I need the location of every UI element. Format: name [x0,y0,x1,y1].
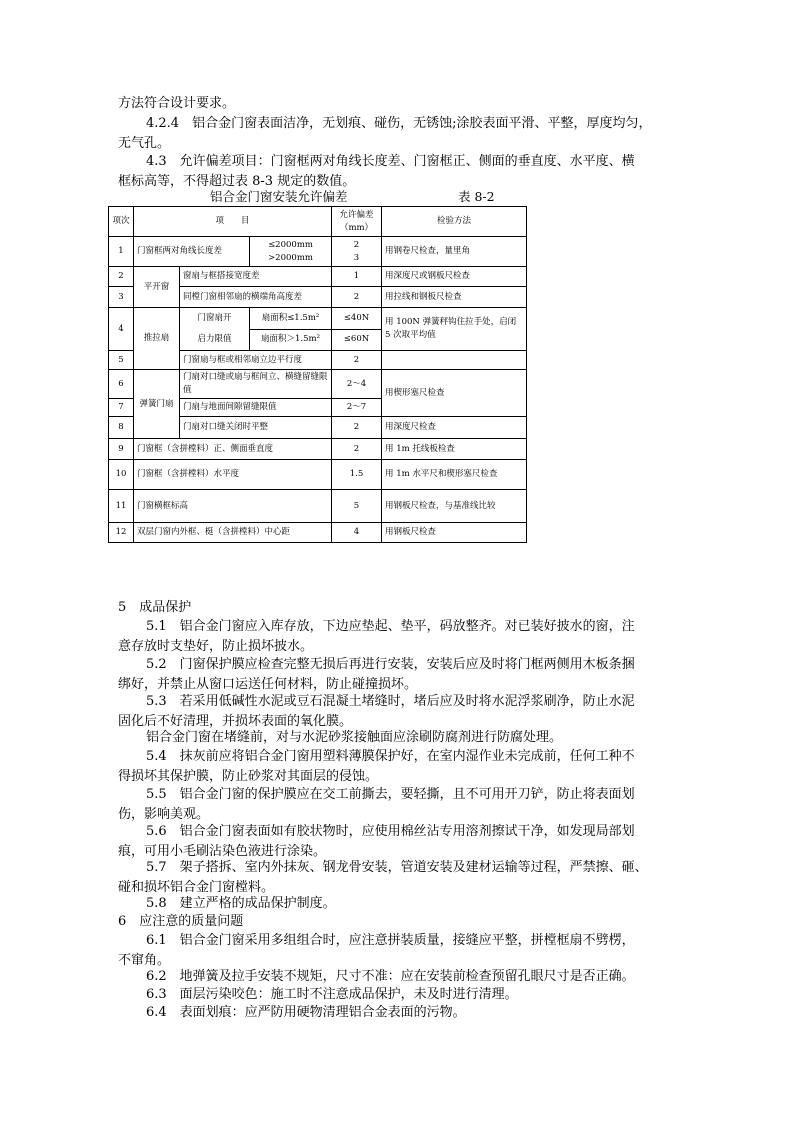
cell-tol: 5 [332,490,382,523]
paragraph-5-2 [118,655,688,695]
cell-tol: 2 [332,351,382,370]
cell-sub: 扇面积≤1.5m² [250,308,332,330]
text-line: 5 成品保护 [118,600,192,615]
paragraph-4-2-4 [118,114,688,154]
cell-tol: 4 [332,523,382,543]
paragraph-6-1 [118,931,688,971]
cell-tol: 2 [332,439,382,460]
text-line: 得损坏其保护膜，防止砂浆对其面层的侵蚀。 [118,769,379,784]
text-line: 6.4 表面划痕：应严防用硬物清理铝合金表面的污物。 [146,1005,466,1020]
text-line: 4.2.4 铝合金门窗表面洁净，无划痕、碰伤，无锈蚀;涂胶表面平滑、平整，厚度均匀， [146,116,652,131]
section-heading-6 [118,912,688,932]
cell-no: 5 [109,351,134,370]
cell-no: 9 [109,439,134,460]
table-title: 铝合金门窗安装允许偏差 [210,189,348,204]
cell-method: 用 1m 托线板检查 [382,439,527,460]
paragraph-5-1 [118,617,688,657]
table-header-row [109,207,527,237]
text-line: 方法符合设计要求。 [118,96,236,111]
cell-tol: ≤40N [332,308,382,330]
cell-method: 用深度尺检查 [382,417,527,439]
cell-no: 11 [109,490,134,523]
cell-method: 用钢板尺检查 [382,523,527,543]
table-row [109,490,527,523]
cell-tol: 2～7 [332,399,382,417]
text-line: 6 应注意的质量问题 [118,914,244,929]
text-line: 6.1 铝合金门窗采用多组组合时，应注意拼装质量，接缝应平整，拼樘框扇不劈楞， [146,933,635,948]
text-line: 框标高等，不得超过表 8-3 规定的数值。 [118,174,356,189]
cell-tol: 2 [332,417,382,439]
cell-item: 门窗横框标高 [134,490,332,523]
table-row [109,370,527,399]
text-line: 5.6 铝合金门窗表面如有胶状物时，应使用棉丝沾专用溶剂擦试干净，如发现局部划 [146,824,635,839]
cell-no: 8 [109,417,134,439]
cell-item [180,308,250,351]
text-line: 痕，可用小毛刷沾染色液进行涂染。 [118,844,327,859]
table-row [109,439,527,460]
table-row [109,237,527,267]
table-caption [210,189,495,205]
paragraph-5-8 [118,894,688,914]
cell-no: 1 [109,237,134,267]
cell-tol [332,237,382,267]
paragraph-5-6 [118,822,688,862]
cell-group: 推拉扇 [134,308,180,370]
cell-item: 门扇对口缝或扇与框间立、横缝留缝限值 [180,370,332,399]
cell-method: 用 100N 弹簧秤钩住拉手处，启闭 5 次取平均值 [382,308,527,351]
cell-method: 用 1m 水平尺和楔形塞尺检查 [382,460,527,490]
cell-method: 用深度尺或钢板尺检查 [382,267,527,287]
cell-item: 门扇与地面间隙留缝限值 [180,399,332,417]
cell-item: 同樘门窗相邻扇的横端角高度差 [180,287,332,308]
text-line: 固化后不好清理，并损坏表面的氧化膜。 [118,714,353,729]
paragraph-4-3 [118,152,688,192]
cell-no: 12 [109,523,134,543]
text-line: 绑好，并禁止从窗口运送任何材料，防止碰撞损坏。 [118,677,418,692]
cell-item: 窗扇与框搭接宽度差 [180,267,332,287]
cell-method: 用钢板尺检查，与基准线比较 [382,490,527,523]
paragraph-note [118,728,688,748]
text-line: 铝合金门窗在堵缝前，对与水泥砂浆接触面应涂刷防腐剂进行防腐处理。 [146,730,563,745]
sub-line: >2000mm [268,252,313,263]
table-row [109,308,527,330]
sub-line: 3 [353,252,360,263]
text-line: 意存放时支垫好，防止损坏披水。 [118,639,314,654]
table-row [109,267,527,287]
cell-no: 2 [109,267,134,287]
text-line: 5.2 门窗保护膜应检查完整无损后再进行安装，安装后应及时将门框两侧用木板条捆 [146,657,635,672]
cell-tol: 1 [332,267,382,287]
cell-no: 10 [109,460,134,490]
sub-line: 2 [353,239,360,250]
cell-tol: ≤60N [332,329,382,351]
paragraph-5-5 [118,785,688,825]
text-line: 5.8 建立严格的成品保护制度。 [146,896,336,911]
text-line: 5.3 若采用低碱性水泥或豆石混凝土堵缝时，堵后应及时将水泥浮浆刷净，防止水泥 [146,694,635,709]
paragraph-continuation [118,94,688,114]
paragraph-5-3 [118,692,688,732]
sub-line: 启力限值 [197,334,232,344]
cell-item: 门窗框两对角线长度差 [134,237,250,267]
paragraph-5-4 [118,747,688,787]
text-line: 4.3 允许偏差项目：门窗框两对角线长度差、门窗框正、侧面的垂直度、水平度、横 [146,154,635,169]
sub-line: ≤2000mm [268,239,313,250]
tolerance-table [108,206,527,543]
cell-item: 门窗框（含拼樘料）水平度 [134,460,332,490]
cell-method: 用钢卷尺检查，量里角 [382,237,527,267]
paragraph-6-4 [118,1003,688,1023]
text-line: 6.3 面层污染咬色：施工时不注意成品保护，未及时进行清理。 [146,987,518,1002]
cell-no: 4 [109,308,134,351]
cell-method: 用楔形塞尺检查 [382,370,527,417]
paragraph-5-7 [118,858,688,898]
paragraph-6-3 [118,985,688,1005]
cell-method: 用拉线和钢板尺检查 [382,287,527,308]
table-number: 表 8-2 [458,189,495,204]
section-heading-5 [118,598,688,618]
cell-group: 平开窗 [134,267,180,308]
text-line: 不窜角。 [118,953,171,968]
cell-item: 双层门窗内外框、梃（含拼樘料）中心距 [134,523,332,543]
cell-tol: 1.5 [332,460,382,490]
cell-item: 门窗扇与框或相邻扇立边平行度 [180,351,332,370]
text-line: 6.2 地弹簧及拉手安装不规矩，尺寸不准：应在安装前检查预留孔眼尺寸是否正确。 [146,969,635,984]
text-line: 5.5 铝合金门窗的保护膜应在交工前撕去，要轻撕，且不可用开刀铲，防止将表面划 [146,787,635,802]
cell-item: 门扇对口缝关闭时平整 [180,417,332,439]
table-row [109,460,527,490]
header-tolerance: 允许偏差（mm） [332,207,382,237]
cell-group: 弹簧门扇 [134,370,180,439]
table-row [109,523,527,543]
text-line: 无气孔。 [118,136,171,151]
cell-method [382,351,527,370]
header-method: 检验方法 [382,207,527,237]
header-no: 项次 [109,207,134,237]
cell-no: 7 [109,399,134,417]
text-line: 5.1 铝合金门窗应入库存放，下边应垫起、垫平，码放整齐。对已装好披水的窗，注 [146,619,635,634]
cell-sub [250,237,332,267]
text-line: 5.7 架子搭拆、室内外抹灰、钢龙骨安装，管道安装及建材运输等过程，严禁擦、砸、 [146,860,648,875]
text-line: 伤，影响美观。 [118,807,210,822]
paragraph-6-2 [118,967,688,987]
cell-no: 3 [109,287,134,308]
cell-tol: 2～4 [332,370,382,399]
cell-tol: 2 [332,287,382,308]
cell-no: 6 [109,370,134,399]
text-line: 5.4 抹灰前应将铝合金门窗用塑料薄膜保护好，在室内湿作业未完成前，任何工种不 [146,749,635,764]
cell-sub: 扇面积＞1.5m² [250,329,332,351]
cell-item: 门窗框（含拼樘料）正、侧面垂直度 [134,439,332,460]
sub-line: 门窗扇开 [197,313,232,323]
header-item: 项 目 [134,207,332,237]
text-line: 碰和损坏铝合金门窗樘料。 [118,880,275,895]
